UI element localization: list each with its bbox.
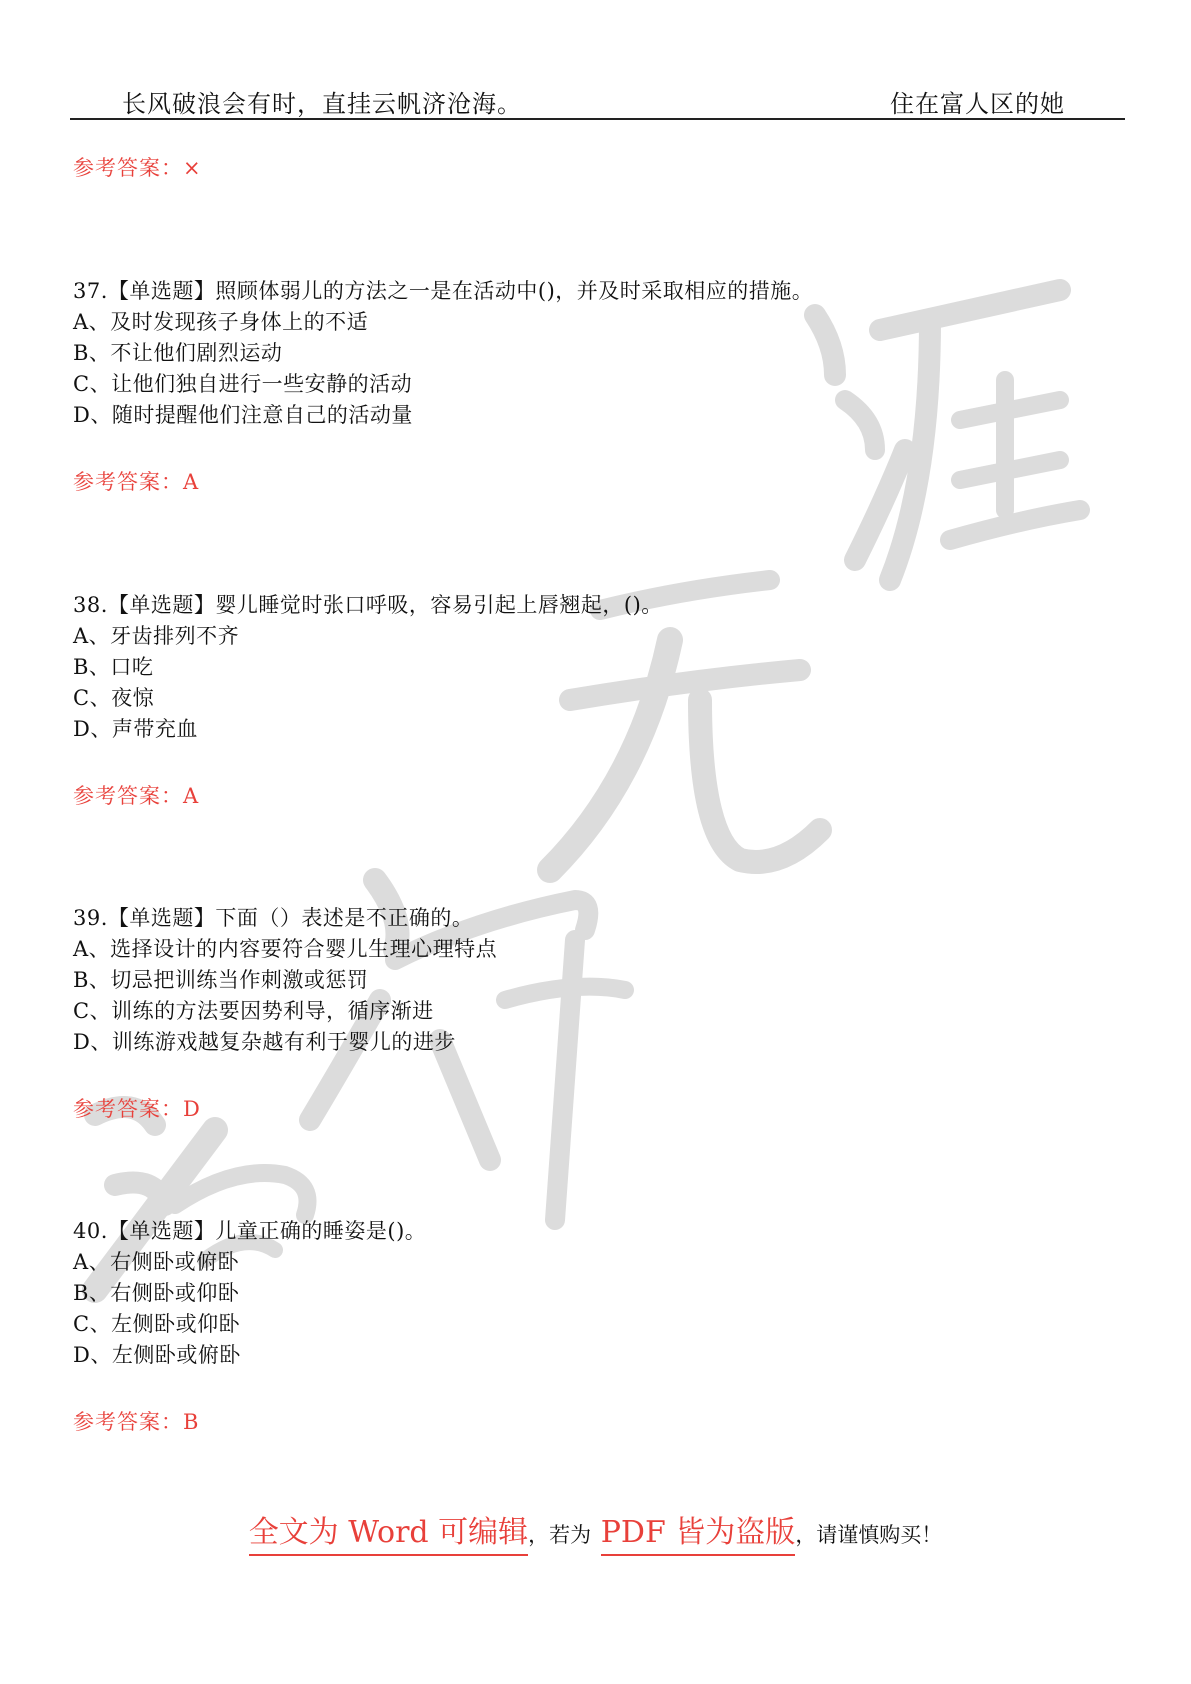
- option-c: C、让他们独自进行一些安静的活动: [73, 372, 413, 396]
- footer-word-editable: 全文为 Word 可编辑: [249, 1515, 528, 1556]
- question-38: [73, 590, 663, 745]
- footer-sep-2: ，请谨慎购买！: [795, 1523, 943, 1547]
- question-37: [73, 276, 813, 431]
- option-c: C、夜惊: [73, 686, 155, 710]
- option-b: B、口吃: [73, 655, 154, 679]
- answer-40: 参考答案：B: [73, 1410, 200, 1434]
- option-a: A、选择设计的内容要符合婴儿生理心理特点: [73, 937, 498, 961]
- header-left-slogan: 长风破浪会有时，直挂云帆济沧海。: [122, 90, 522, 118]
- option-b: B、切忌把训练当作刺激或惩罚: [73, 968, 369, 992]
- footer-pdf-pirated: PDF 皆为盗版: [601, 1515, 796, 1556]
- option-d: D、声带充血: [73, 717, 198, 741]
- question-stem: 37.【单选题】照顾体弱儿的方法之一是在活动中()，并及时采取相应的措施。: [73, 279, 814, 303]
- page-header: [70, 78, 1125, 120]
- question-stem: 38.【单选题】婴儿睡觉时张口呼吸，容易引起上唇翘起，()。: [73, 593, 663, 617]
- option-a: A、右侧卧或俯卧: [73, 1250, 240, 1274]
- option-b: B、不让他们剧烈运动: [73, 341, 283, 365]
- question-stem: 40.【单选题】儿童正确的睡姿是()。: [73, 1219, 427, 1243]
- footer-sep-1: ，若为: [528, 1523, 592, 1547]
- option-b: B、右侧卧或仰卧: [73, 1281, 240, 1305]
- option-d: D、随时提醒他们注意自己的活动量: [73, 403, 413, 427]
- answer-39: 参考答案：D: [73, 1097, 201, 1121]
- question-stem: 39.【单选题】下面（）表述是不正确的。: [73, 906, 474, 930]
- option-d: D、训练游戏越复杂越有利于婴儿的进步: [73, 1030, 456, 1054]
- answer-36: 参考答案：×: [73, 156, 202, 180]
- footer-notice: [0, 1507, 1191, 1551]
- answer-37: 参考答案：A: [73, 470, 200, 494]
- question-40: [73, 1216, 426, 1371]
- option-c: C、训练的方法要因势利导，循序渐进: [73, 999, 434, 1023]
- option-c: C、左侧卧或仰卧: [73, 1312, 241, 1336]
- answer-38: 参考答案：A: [73, 784, 200, 808]
- option-a: A、牙齿排列不齐: [73, 624, 240, 648]
- option-d: D、左侧卧或俯卧: [73, 1343, 241, 1367]
- option-a: A、及时发现孩子身体上的不适: [73, 310, 369, 334]
- header-right-title: 住在富人区的她: [890, 90, 1065, 118]
- question-39: [73, 903, 497, 1058]
